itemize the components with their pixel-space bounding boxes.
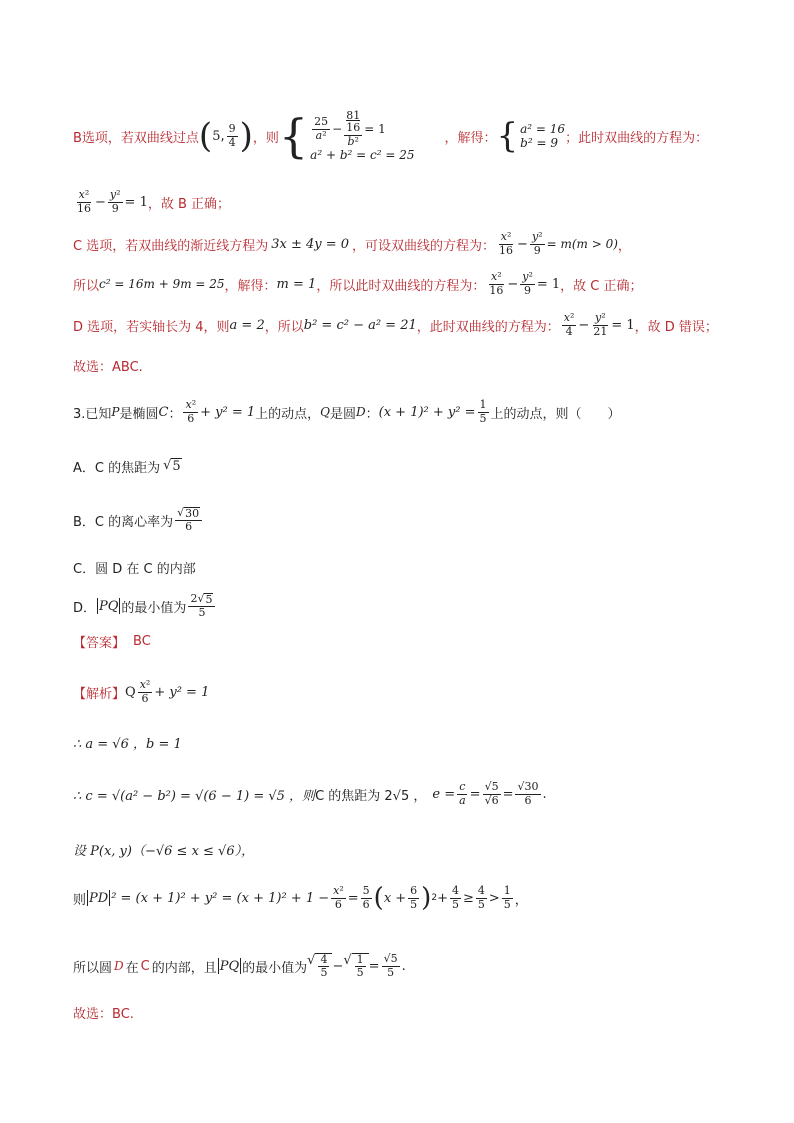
question-stem: 3.已知 P 是椭圆 C ： $\frac{\text{x²}}{6}$ + y² = 1 上的动点， Q 是圆 D ： (x + 1)² + y² = $\frac{1}{5}$ 上的动点，则（ ） [73, 398, 621, 425]
option-b[interactable]: B．C 的离心率为 √ 30 6 [73, 500, 204, 540]
b-option-equation-line: $\frac{\text{x²}}{16}$ − $\frac{\text{y²}}{9}$ = 1 ，故 B 正确； [77, 188, 231, 215]
b-option-line: B选项，若双曲线过点 ( 5 , $\frac{9}{4}$ ) ，则 { $\frac{25}{\text{a²}}$ − 81 16 b² = 1 a² + b² = c² = 25 ，解得： { a² = 16 b² = 9 ；此时双曲线的方程为： [73, 109, 709, 163]
analysis-line-3: ∴ c = √(a² − b²) = √(6 − 1) = √5 ，则 C 的焦距为 2√5 ， e = $\frac{c}{a}$ = $\frac{√5}{√6}$ = $\frac{√30}{6}$ . [73, 780, 547, 807]
answer-line: 【答案】 BC [73, 634, 151, 651]
point-x: 5 [212, 128, 221, 144]
option-d[interactable]: D． PQ 的最小值为 2√ 5 5 [73, 588, 217, 624]
option-c[interactable]: C．圆 D 在 C 的内部 [73, 561, 196, 577]
analysis-line-5: 则 PD ² = (x + 1)² + y² = (x + 1)² + 1 − $\frac{\text{x²}}{6}$ = $\frac{5}{6}$ ( x + $\frac{6}{5}$ ) 2 + $\frac{4}{5}$ ≥ $\frac{4}{5}$ > $\frac{1}{5}$ ， [73, 883, 528, 913]
analysis-line-6: 所以圆 D 在 C 的内部，且 PQ 的最小值为 √ $\frac{4}{5}$ − √ $\frac{1}{5}$ = $\frac{√5}{5}$ . [73, 952, 406, 979]
point-y: $\frac{9}{4}$ [228, 122, 236, 149]
b-option-prefix: B选项，若双曲线过点 [73, 130, 199, 146]
solution-system: a² = 16 b² = 9 [520, 122, 566, 150]
d-option-line: D 选项，若实轴长为 4，则 a = 2 ，所以 b² = c² − a² = 21 ，此时双曲线的方程为： $\frac{\text{x²}}{4}$ − $\frac{\text{y²}}{21}$ = 1 ，故 D 错误； [73, 311, 718, 338]
previous-answer: 故选：ABC. [73, 360, 143, 375]
c-option-line: C 选项，若双曲线的渐近线方程为 3x ± 4y = 0 ，可设双曲线的方程为： $\frac{\text{x²}}{16}$ − $\frac{\text{y²}}{9}$ = m(m > 0) ， [73, 230, 631, 257]
option-a[interactable]: A．C 的焦距为 √ 5 [73, 458, 181, 476]
equation-system: $\frac{25}{\text{a²}}$ − 81 16 b² = 1 a² + b² = c² = 25 [310, 109, 415, 162]
analysis-line-2: ∴ a = √6 ，b = 1 [73, 737, 182, 752]
c-option-solve-line: 所以 c² = 16m + 9m = 25 ，解得： m = 1 ，所以此时双曲线的方程为： $\frac{\text{x²}}{16}$ − $\frac{\text{y²}}{9}$ = 1 ，故 C 正确； [73, 270, 643, 297]
analysis-line-4: 设 P(x, y)（−√6 ≤ x ≤ √6）， [73, 844, 255, 859]
final-answer: 故选：BC. [73, 1007, 134, 1022]
analysis-line-1: 【解析】 Q $\frac{\text{x²}}{6}$ + y² = 1 [73, 678, 210, 705]
